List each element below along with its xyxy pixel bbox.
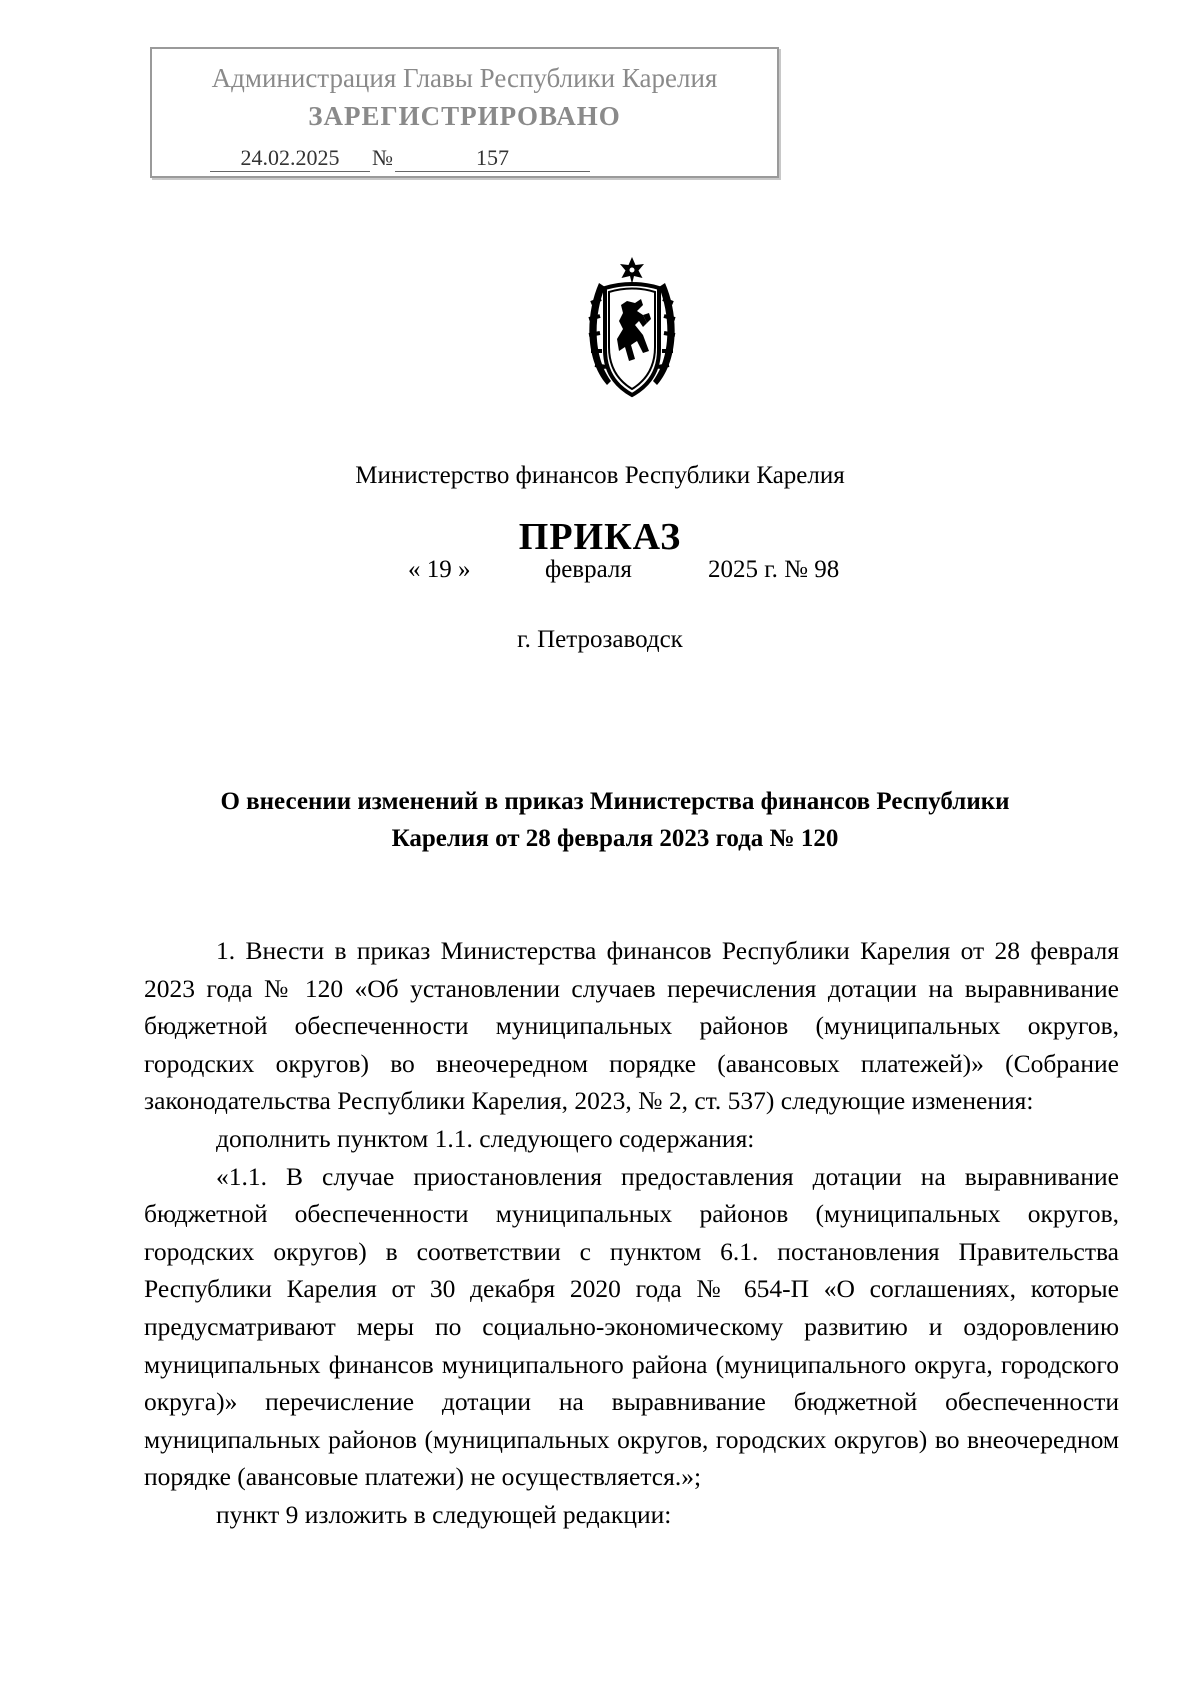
body-paragraph: 1. Внести в приказ Министерства финансов Республики Карелия от 28 февраля 2023 года № 120 «Об установлении случаев перечисления дотации на выравнивание бюджетной обеспеченности муниципальных районов (муниципальных округов, городских округов) во внеочередном порядке (авансовых платежей)» (Собрание законодательства Республики Карелия, 2023, № 2, ст. 537) следующие изменения:: [144, 936, 1119, 1116]
order-day: « 19 »: [408, 556, 471, 583]
stamp-number-sign: №: [372, 145, 393, 170]
stamp-organization: Администрация Главы Республики Карелия: [211, 63, 718, 93]
body-paragraph: «1.1. В случае приостановления предоставления дотации на выравнивание бюджетной обеспеченности муниципальных районов (муниципальных округов, городских округов) в соответствии с пунктом 6.1. постановления Правительства Республики Карелия от 30 декабря 2020 года № 654-П «О соглашениях, которые предусматривают меры по социально-экономическому развитию и оздоровлению муниципальных финансов муниципального района (муниципального округа, городского округа)» перечисление дотации на выравнивание бюджетной обеспеченности муниципальных районов (муниципальных округов, городских округов) во внеочередном порядке (авансовые платежи) не осуществляется.»;: [144, 1161, 1119, 1492]
subject-line: Карелия от 28 февраля 2023 года № 120: [391, 825, 839, 852]
body-paragraph: дополнить пунктом 1.1. следующего содержания:: [216, 1123, 755, 1153]
stamp-status: ЗАРЕГИСТРИРОВАНО: [308, 101, 621, 131]
stamp-registration-line: [210, 145, 590, 172]
order-body: [144, 932, 1119, 1534]
registration-stamp: [150, 47, 779, 178]
order-subject: [150, 783, 1080, 857]
document-title: ПРИКАЗ: [518, 516, 682, 558]
subject-line: О внесении изменений в приказ Министерства финансов Республики: [220, 788, 1010, 815]
stamp-date: 24.02.2025: [210, 145, 370, 172]
body-paragraph: пункт 9 изложить в следующей редакции:: [216, 1499, 672, 1529]
order-month: февраля: [545, 556, 632, 583]
ministry-name: Министерство финансов Республики Карелия: [355, 462, 845, 489]
karelia-coat-of-arms-icon: [577, 255, 687, 405]
order-year-number: 2025 г. № 98: [708, 556, 840, 583]
stamp-number: 157: [395, 145, 590, 172]
city: г. Петрозаводск: [517, 626, 683, 653]
